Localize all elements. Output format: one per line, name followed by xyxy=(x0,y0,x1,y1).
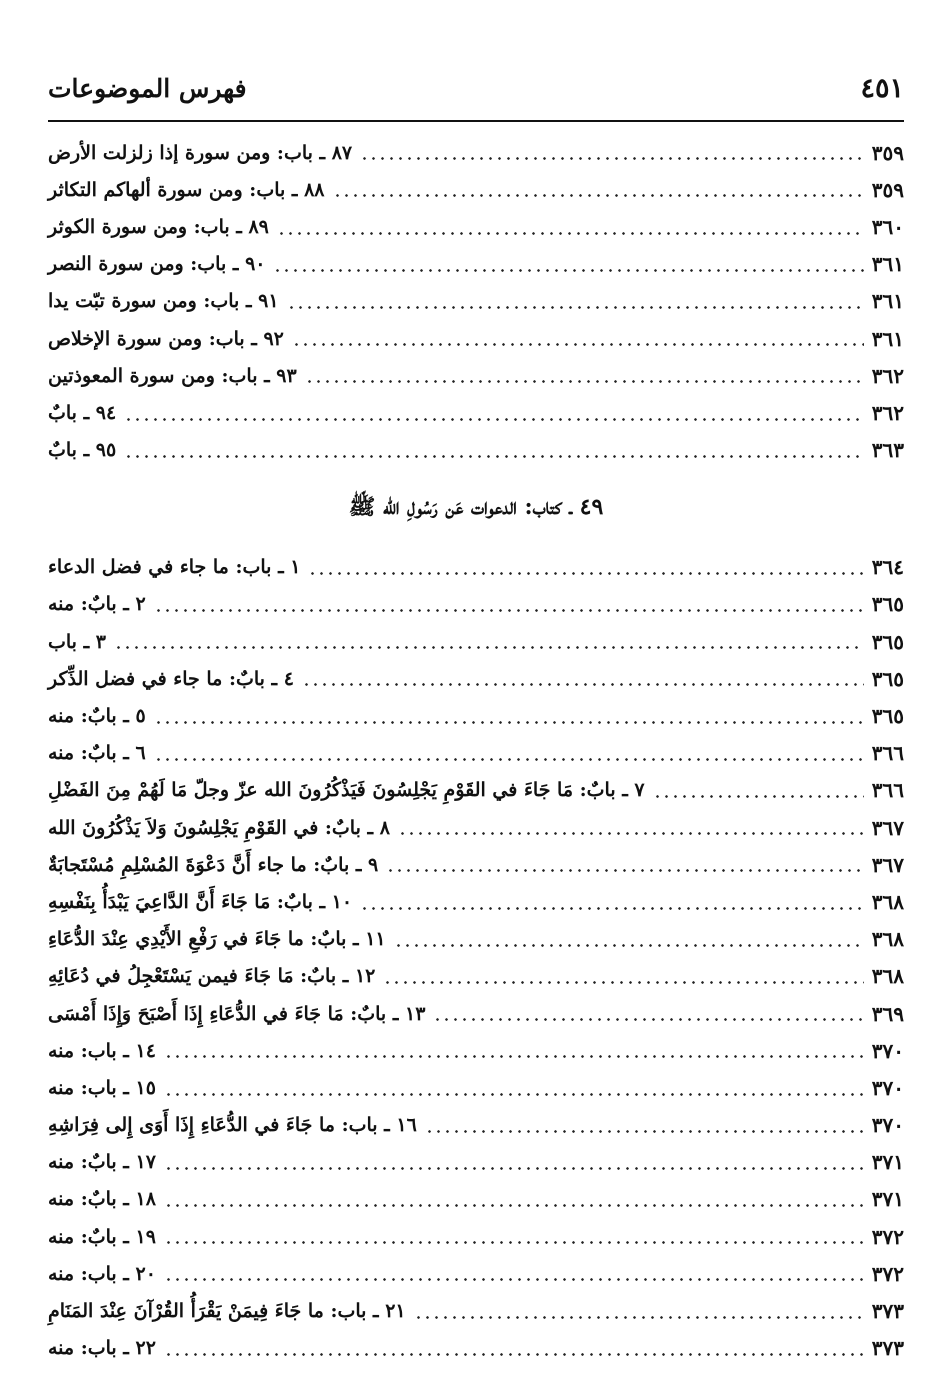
entry-page-number: ٣٦٨ xyxy=(871,889,904,914)
entry-title: ٩٣ ـ باب: ومن سورة المعوذتين xyxy=(48,364,297,387)
entry-page-number: ٣٦٥ xyxy=(871,704,904,729)
entry-page-number: ٣٦٥ xyxy=(871,592,904,617)
toc-entry xyxy=(48,958,904,995)
entry-page-number: ٣٦٣ xyxy=(871,438,904,463)
dot-leader xyxy=(277,232,864,235)
toc-entry xyxy=(48,357,904,394)
entry-page-number: ٣٧١ xyxy=(871,1150,904,1175)
kitab-heading: ٤٩ ـ كتاب: الدعوات عَن رَسُولِ الله ﷺ xyxy=(348,493,604,520)
dot-leader xyxy=(164,1353,864,1356)
toc-entry xyxy=(48,1218,904,1255)
entry-title: ٥ ـ بابٌ: منه xyxy=(48,705,146,728)
entry-page-number: ٣٦١ xyxy=(871,326,904,351)
toc-entry xyxy=(48,1069,904,1106)
dot-leader xyxy=(154,609,864,612)
entry-title: ١٦ ـ باب: ما جَاءَ في الدُّعَاءِ إِذَا أَوَى إِلى فِرَاشِهِ xyxy=(48,1114,417,1137)
entry-title: ١٨ ـ بابٌ: منه xyxy=(48,1188,156,1211)
entry-title: ٧ ـ بابٌ: مَا جَاءَ في القَوْمِ يَجْلِسُونَ فَيَذْكُرُونَ الله عزّ وجلّ مَا لَهُمْ مِنَ الفَضْلِ xyxy=(48,779,645,802)
entry-page-number: ٣٧١ xyxy=(871,1187,904,1212)
dot-leader xyxy=(308,572,863,575)
toc-entry xyxy=(48,660,904,697)
toc-entry xyxy=(48,1255,904,1292)
dot-leader xyxy=(154,721,864,724)
entry-title: ٩٥ ـ بابٌ xyxy=(48,439,117,462)
dot-leader xyxy=(124,455,864,458)
entry-page-number: ٣٧٠ xyxy=(871,1075,904,1100)
dot-leader xyxy=(433,1018,863,1021)
entry-title: ٩٤ ـ بابٌ xyxy=(48,401,117,424)
dot-leader xyxy=(124,418,864,421)
toc-entry xyxy=(48,549,904,586)
dot-leader xyxy=(383,981,863,984)
toc-entry xyxy=(48,1330,904,1367)
dot-leader xyxy=(164,1055,864,1058)
entry-page-number: ٣٧٢ xyxy=(871,1261,904,1286)
dot-leader xyxy=(164,1204,864,1207)
entry-page-number: ٣٦٠ xyxy=(871,214,904,239)
table-of-contents xyxy=(48,134,904,1367)
toc-entry xyxy=(48,1144,904,1181)
entry-title: ١ ـ باب: ما جاء في فضل الدعاء xyxy=(48,556,301,579)
entry-title: ٨ ـ بابٌ: في القَوْمِ يَجْلِسُونَ وَلاَ يَذْكُرُونَ الله xyxy=(48,816,390,839)
header-rule xyxy=(48,120,904,122)
entry-page-number: ٣٦٤ xyxy=(871,555,904,580)
page-number: ٤٥١ xyxy=(860,72,904,104)
entry-page-number: ٣٦٢ xyxy=(871,363,904,388)
entry-page-number: ٣٦٩ xyxy=(871,1001,904,1026)
toc-entry xyxy=(48,432,904,469)
entry-title: ٩ ـ بابٌ: ما جاء أَنَّ دَعْوَةَ المُسْلِمِ مُسْتَجابَةٌ xyxy=(48,853,379,876)
toc-entry xyxy=(48,1292,904,1329)
dot-leader xyxy=(425,1130,864,1133)
toc-entry xyxy=(48,1107,904,1144)
entry-title: ١٣ ـ بابٌ: مَا جَاءَ في الدُّعَاءِ إِذَا أَصْبَحَ وَإِذَا أَمْسَى xyxy=(48,1002,426,1025)
toc-entry xyxy=(48,697,904,734)
toc-entry xyxy=(48,921,904,958)
dot-leader xyxy=(164,1093,864,1096)
entry-title: ١٢ ـ بابٌ: مَا جَاءَ فيمن يَسْتَعْجِلُ في دُعَائِهِ xyxy=(48,965,376,988)
toc-entry xyxy=(48,394,904,431)
entry-page-number: ٣٦٨ xyxy=(871,927,904,952)
dot-leader xyxy=(273,269,863,272)
entry-title: ٢ ـ بابٌ: منه xyxy=(48,593,146,616)
entry-page-number: ٣٧٠ xyxy=(871,1113,904,1138)
entry-page-number: ٣٥٩ xyxy=(871,140,904,165)
entry-page-number: ٣٦٥ xyxy=(871,629,904,654)
toc-entry xyxy=(48,246,904,283)
toc-entry xyxy=(48,208,904,245)
entry-page-number: ٣٦١ xyxy=(871,252,904,277)
toc-entry xyxy=(48,320,904,357)
dot-leader xyxy=(164,1167,864,1170)
entry-page-number: ٣٦٨ xyxy=(871,964,904,989)
entry-title: ١٥ ـ باب: منه xyxy=(48,1076,156,1099)
dot-leader xyxy=(114,646,864,649)
entry-title: ٣ ـ باب xyxy=(48,630,106,653)
entry-page-number: ٣٦١ xyxy=(871,289,904,314)
running-title: فهرس الموضوعات xyxy=(48,73,247,103)
dot-leader xyxy=(394,944,864,947)
toc-entry xyxy=(48,283,904,320)
page-header xyxy=(48,66,904,110)
dot-leader xyxy=(292,343,864,346)
toc-entry xyxy=(48,1032,904,1069)
entry-title: ١٠ ـ بابٌ: مَا جَاءَ أَنَّ الدَّاعِيَ يَبْدَأُ بِنَفْسِهِ xyxy=(48,890,353,913)
entry-title: ٤ ـ بابٌ: ما جاء في فضل الذِّكر xyxy=(48,667,294,690)
toc-entry xyxy=(48,995,904,1032)
dot-leader xyxy=(305,380,864,383)
entry-title: ٨٨ ـ باب: ومن سورة ألهاكم التكاثر xyxy=(48,178,325,201)
dot-leader xyxy=(164,1278,864,1281)
entry-title: ٢٠ ـ باب: منه xyxy=(48,1262,156,1285)
toc-entry xyxy=(48,735,904,772)
dot-leader xyxy=(333,194,864,197)
entry-page-number: ٣٥٩ xyxy=(871,177,904,202)
dot-leader xyxy=(653,795,864,798)
dot-leader xyxy=(398,832,864,835)
dot-leader xyxy=(287,306,864,309)
entry-title: ٨٧ ـ باب: ومن سورة إذا زلزلت الأرض xyxy=(48,141,353,164)
toc-entry xyxy=(48,883,904,920)
entry-title: ٩٠ ـ باب: ومن سورة النصر xyxy=(48,253,266,276)
entry-page-number: ٣٧٣ xyxy=(871,1299,904,1324)
toc-entry xyxy=(48,134,904,171)
entry-page-number: ٣٧٣ xyxy=(871,1336,904,1361)
entry-title: ١٧ ـ بابٌ: منه xyxy=(48,1151,156,1174)
dot-leader xyxy=(360,157,864,160)
entry-title: ٢١ ـ باب: ما جَاءَ فِيمَنْ يَقْرَأُ القُرْآنَ عِنْدَ المَنَامِ xyxy=(48,1300,406,1323)
entry-page-number: ٣٦٦ xyxy=(871,741,904,766)
entry-page-number: ٣٦٢ xyxy=(871,400,904,425)
entry-title: ١٤ ـ باب: منه xyxy=(48,1039,156,1062)
entry-title: ١١ ـ بابٌ: ما جَاءَ في رَفْعِ الأَيْدِي عِنْدَ الدُّعَاءِ xyxy=(48,928,386,951)
dot-leader xyxy=(302,683,864,686)
dot-leader xyxy=(360,907,864,910)
dot-leader xyxy=(414,1316,864,1319)
entry-page-number: ٣٦٦ xyxy=(871,778,904,803)
entry-title: ٩١ ـ باب: ومن سورة تبّت يدا xyxy=(48,290,279,313)
toc-entry xyxy=(48,846,904,883)
entry-page-number: ٣٧٠ xyxy=(871,1038,904,1063)
entry-title: ٦ ـ بابٌ: منه xyxy=(48,742,146,765)
dot-leader xyxy=(164,1241,864,1244)
entry-title: ٩٢ ـ باب: ومن سورة الإخلاص xyxy=(48,327,284,350)
entry-title: ١٩ ـ بابٌ: منه xyxy=(48,1225,156,1248)
toc-entry xyxy=(48,1181,904,1218)
entry-page-number: ٣٧٢ xyxy=(871,1224,904,1249)
toc-entry xyxy=(48,586,904,623)
toc-entry xyxy=(48,623,904,660)
entry-page-number: ٣٦٧ xyxy=(871,815,904,840)
entry-title: ٨٩ ـ باب: ومن سورة الكوثر xyxy=(48,215,269,238)
entry-page-number: ٣٦٧ xyxy=(871,852,904,877)
entry-title: ٢٢ ـ باب: منه xyxy=(48,1337,156,1360)
dot-leader xyxy=(386,869,864,872)
entry-page-number: ٣٦٥ xyxy=(871,666,904,691)
toc-entry xyxy=(48,772,904,809)
toc-entry xyxy=(48,171,904,208)
toc-entry xyxy=(48,809,904,846)
dot-leader xyxy=(154,758,864,761)
